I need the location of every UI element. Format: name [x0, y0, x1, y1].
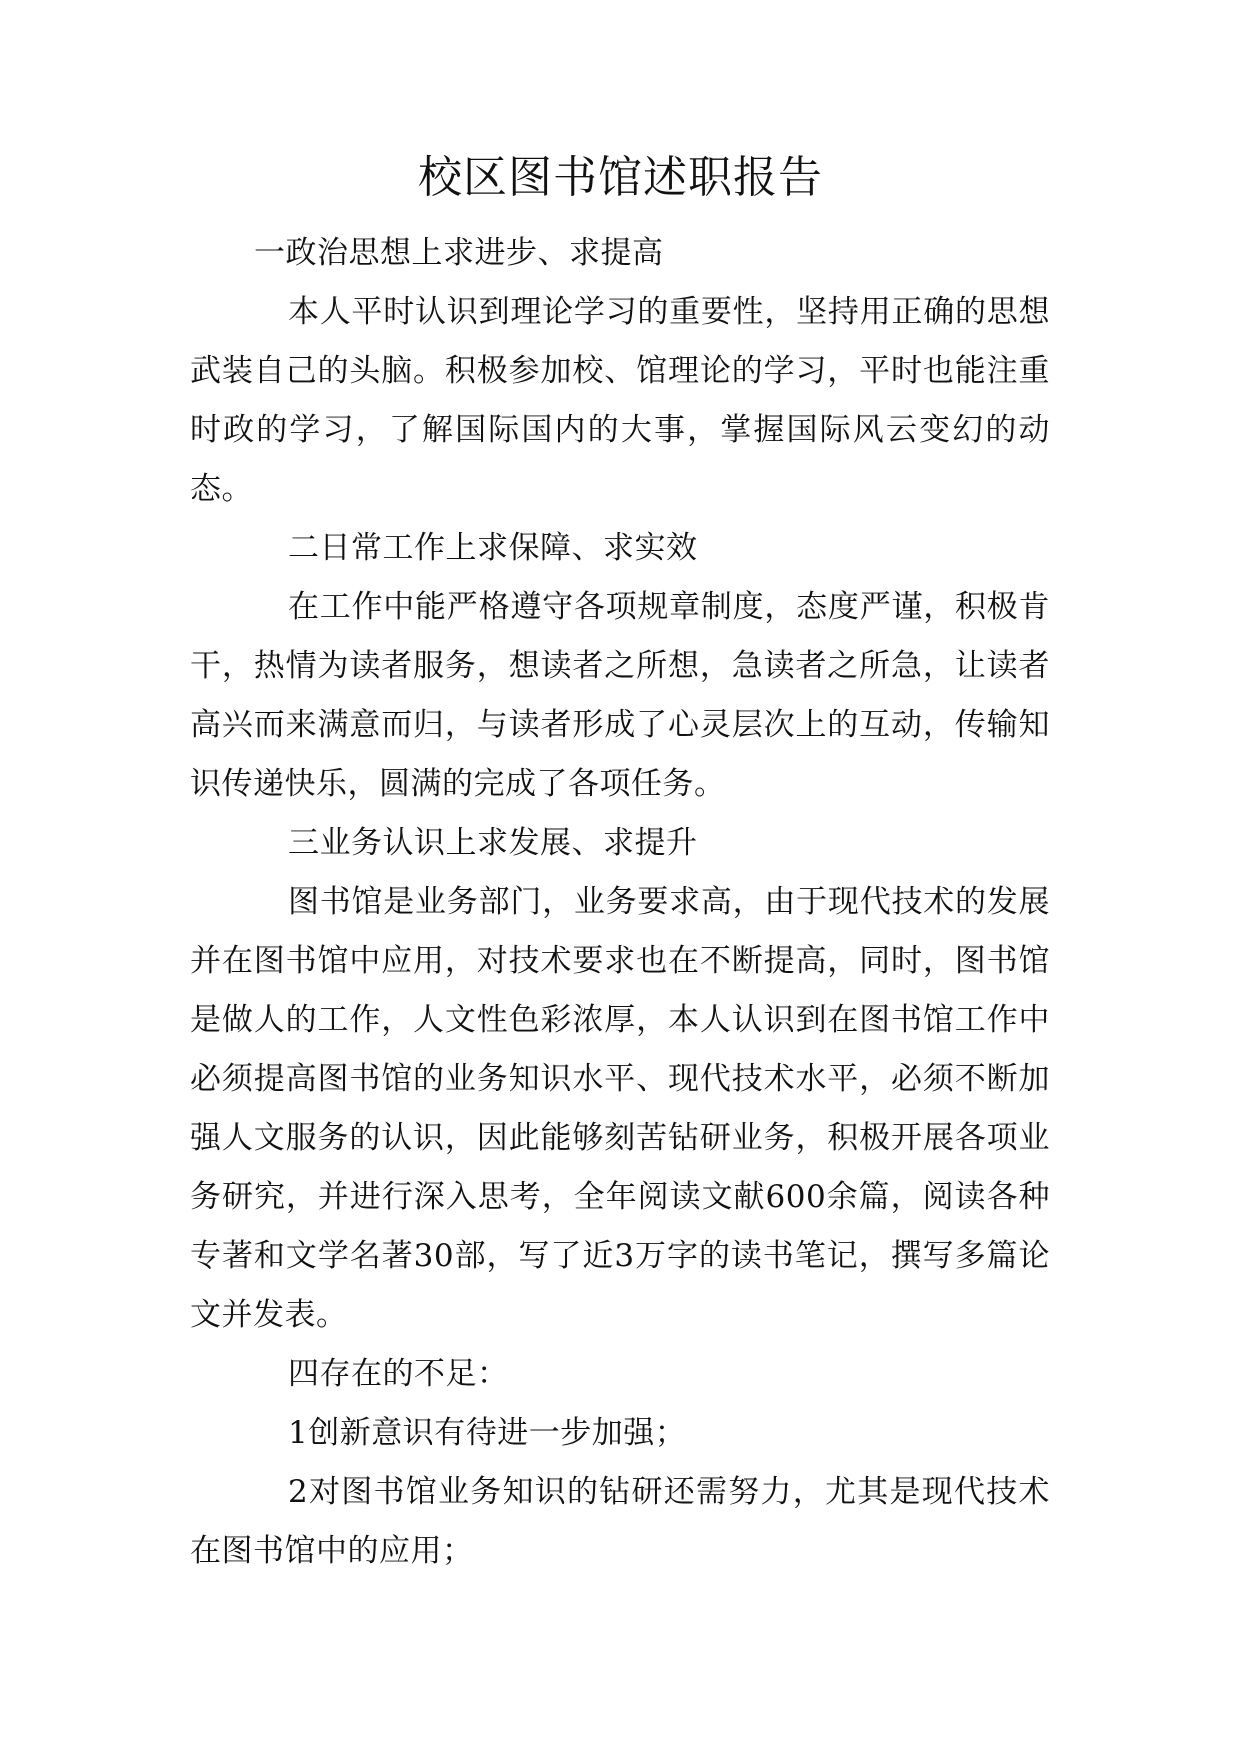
section-heading-3: 三业务认识上求发展、求提升 [288, 825, 698, 861]
section-heading-2: 二日常工作上求保障、求实效 [288, 530, 698, 566]
section-heading-4: 四存在的不足： [288, 1356, 509, 1392]
paragraph-3: 图书馆是业务部门，业务要求高，由于现代技术的发展并在图书馆中应用，对技术要求也在不断提高，同时，图书馆是做人的工作，人文性色彩浓厚，本人认识到在图书馆工作中必须提高图书馆的业务知识水平、现代技术水平，必须不断加强人文服务的认识，因此能够刻苦钻研业务，积极开展各项业务研究，并进行深入思考，全年阅读文献600余篇，阅读各种专著和文学名著30部，写了近3万字的读书笔记，撰写多篇论文并发表。 [190, 884, 1050, 1333]
section-heading-1: 一政治思想上求进步、求提高 [254, 235, 664, 271]
document-title: 校区图书馆述职报告 [418, 152, 823, 203]
paragraph-1: 本人平时认识到理论学习的重要性，坚持用正确的思想武装自己的头脑。积极参加校、馆理论的学习，平时也能注重时政的学习，了解国际国内的大事，掌握国际风云变幻的动态。 [190, 294, 1050, 507]
list-item-1: 1创新意识有待进一步加强； [288, 1415, 687, 1451]
paragraph-2: 在工作中能严格遵守各项规章制度，态度严谨，积极肯干，热情为读者服务，想读者之所想，急读者之所急，让读者高兴而来满意而归，与读者形成了心灵层次上的互动，传输知识传递快乐，圆满的完成了各项任务。 [190, 589, 1050, 802]
document-body [190, 224, 1050, 1581]
list-item-2: 2对图书馆业务知识的钻研还需努力，尤其是现代技术在图书馆中的应用； [190, 1474, 1050, 1569]
